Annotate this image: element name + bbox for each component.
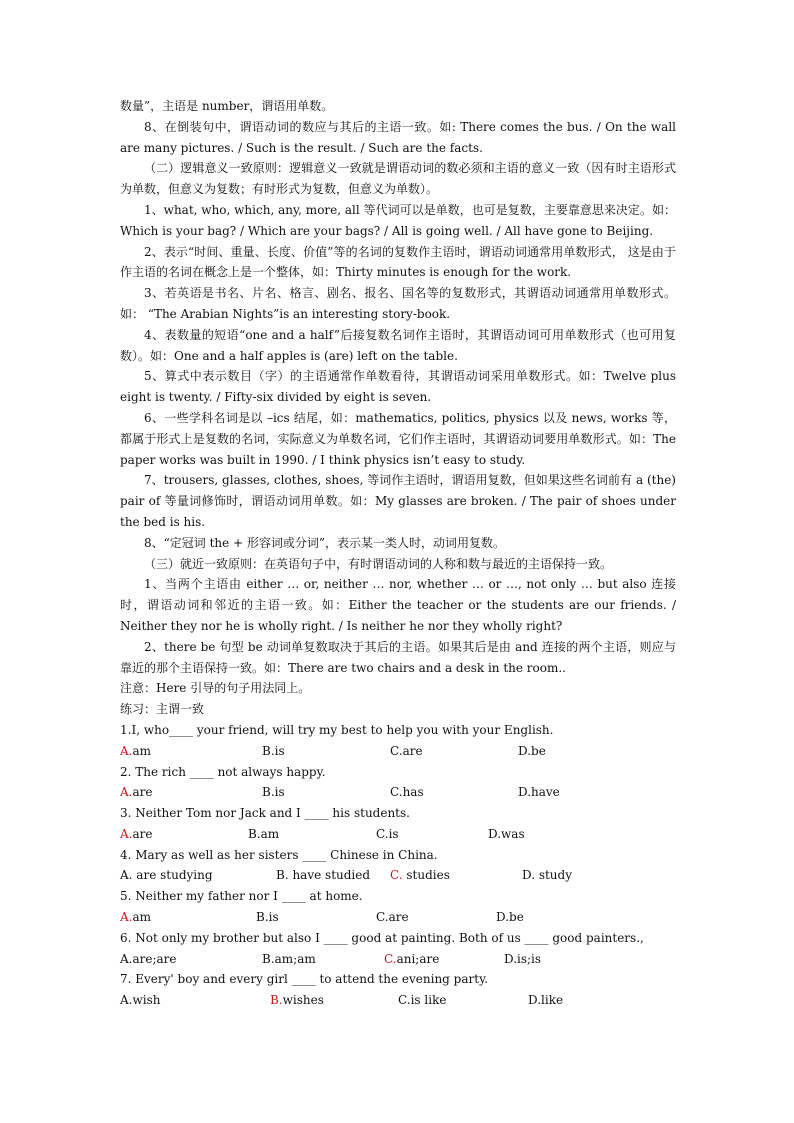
paragraph-ics-rule: 6、一些学科名词是以 –ics 结尾，如：mathematics, politics, physics 以及 news, works 等，都属于形式上是复数的名词，实际意义为单数名词，它们作主语时，其谓语动词要用单数形式。如：The paper works was built in 1990. / I think physics isn’t easy to study.	[120, 410, 676, 467]
question-options	[120, 865, 676, 886]
question-stem: 1.I, who____ your friend, will try my best to help you with your English.	[120, 722, 554, 737]
paragraph-proximity-principle: （三）就近一致原则：在英语句子中，有时谓语动词的人称和数与最近的主语保持一致。	[144, 556, 613, 571]
paragraph-here-note: 注意：Here 引导的句子用法同上。	[120, 681, 311, 696]
paragraph-either-or-rule: 1、当两个主语由 either … or, neither … nor, whether … or …, not only … but also 连接时，谓语动词和邻近的主语一致。如：Either the teacher or the students are our friends. / Neither they nor he is wholly right. / Is neither he nor they wholly right?	[120, 577, 676, 633]
question-stem: 3. Neither Tom nor Jack and I ____ his students.	[120, 806, 410, 821]
question-options	[120, 824, 676, 845]
option-c: C.are	[376, 910, 409, 925]
option-a: A.wish	[120, 993, 161, 1008]
option-b: B.am	[248, 826, 280, 841]
option-d: D. study	[522, 868, 572, 883]
paragraph-logical-agreement: （二）逻辑意义一致原则：逻辑意义一致就是谓语动词的数必须和主语的意义一致（因有时主语形式为单数，但意义为复数；有时形式为复数，但意义为单数）。	[120, 161, 676, 197]
paragraph-title-rule: 3、若英语是书名、片名、格言、剧名、报名、国名等的复数形式，其谓语动词通常用单数形式。如： “The Arabian Nights”is an interesting story-book.	[120, 286, 676, 321]
question-options	[120, 741, 676, 762]
option-b: B. have studied	[276, 868, 371, 883]
question-options	[120, 782, 676, 803]
option-d: D.be	[496, 910, 524, 925]
option-c: C.has	[390, 785, 424, 800]
option-c: C.is like	[398, 993, 447, 1008]
option-c: C.are	[390, 743, 423, 758]
option-b: B.is	[256, 910, 279, 925]
question-options	[120, 907, 676, 928]
question-options	[120, 949, 676, 970]
option-a: A. are studying	[120, 868, 213, 883]
option-d: D.was	[488, 826, 525, 841]
option-b: B.am;am	[262, 951, 316, 966]
option-a: A.are	[120, 785, 153, 800]
option-a: A.am	[120, 743, 152, 758]
question-stem: 4. Mary as well as her sisters ____ Chinese in China.	[120, 847, 438, 862]
option-d: D.be	[518, 743, 546, 758]
question-stem: 2. The rich ____ not always happy.	[120, 764, 326, 779]
question-stem: 6. Not only my brother but also I ____ good at painting. Both of us ____ good painters.,	[120, 930, 644, 945]
paragraph-time-weight-rule: 2、表示“时间、重量、长度、价值”等的名词的复数作主语时，谓语动词通常用单数形式， 这是由于作主语的名词在概念上是一个整体，如：Thirty minutes is enough for the work.	[120, 244, 676, 280]
paragraph-pronoun-rule: 1、what, who, which, any, more, all 等代词可以是单数，也可是复数，主要靠意思来决定。如：Which is your bag? / Which are your bags? / All is going well. / All have gone to Beijing.	[120, 202, 676, 238]
question-stem: 5. Neither my father nor I ____ at home.	[120, 889, 363, 904]
paragraph-trousers-rule: 7、trousers, glasses, clothes, shoes, 等词作主语时，谓语用复数，但如果这些名词前有 a (the) pair of 等量词修饰时，谓语动词用单数。如：My glasses are broken. / The pair of shoes under the bed is his.	[120, 473, 676, 529]
paragraph-one-and-a-half-rule: 4、表数量的短语“one and a half”后接复数名词作主语时，其谓语动词可用单数形式（也可用复数）。如：One and a half apples is (are) left on the table.	[120, 327, 676, 363]
option-a: A.are	[120, 826, 153, 841]
option-d: D.have	[518, 785, 560, 800]
option-a: A.are;are	[120, 951, 177, 966]
option-a: A.am	[120, 910, 152, 925]
option-b: B.wishes	[270, 993, 324, 1008]
option-c: C.ani;are	[384, 951, 440, 966]
option-b: B.is	[262, 785, 285, 800]
option-c: C. studies	[390, 868, 450, 883]
document-page	[120, 96, 676, 1011]
option-b: B.is	[262, 743, 285, 758]
option-d: D.like	[528, 993, 564, 1008]
question-stem: 7. Every' boy and every girl ____ to attend the evening party.	[120, 972, 489, 987]
question-options	[120, 990, 676, 1011]
option-d: D.is;is	[504, 951, 542, 966]
paragraph-arithmetic-rule: 5、算式中表示数目（字）的主语通常作单数看待，其谓语动词采用单数形式。如：Twelve plus eight is twenty. / Fifty-six divided by eight is seven.	[120, 369, 676, 405]
paragraph-subject-number-tail: 数量”，主语是 number，谓语用单数。	[120, 99, 334, 113]
exercise-heading: 练习：主谓一致	[120, 702, 205, 717]
paragraph-the-adjective-rule: 8、“定冠词 the + 形容词或分词”，表示某一类人时，动词用复数。	[144, 535, 506, 550]
option-c: C.is	[376, 826, 399, 841]
paragraph-inversion-rule: 8、在倒装句中，谓语动词的数应与其后的主语一致。如: There comes the bus. / On the wall are many pictures. / Such is the result. / Such are the facts.	[120, 119, 676, 155]
paragraph-there-be-rule: 2、there be 句型 be 动词单复数取决于其后的主语。如果其后是由 and 连接的两个主语，则应与靠近的那个主语保持一致。如：There are two chairs and a desk in the room..	[120, 639, 676, 675]
